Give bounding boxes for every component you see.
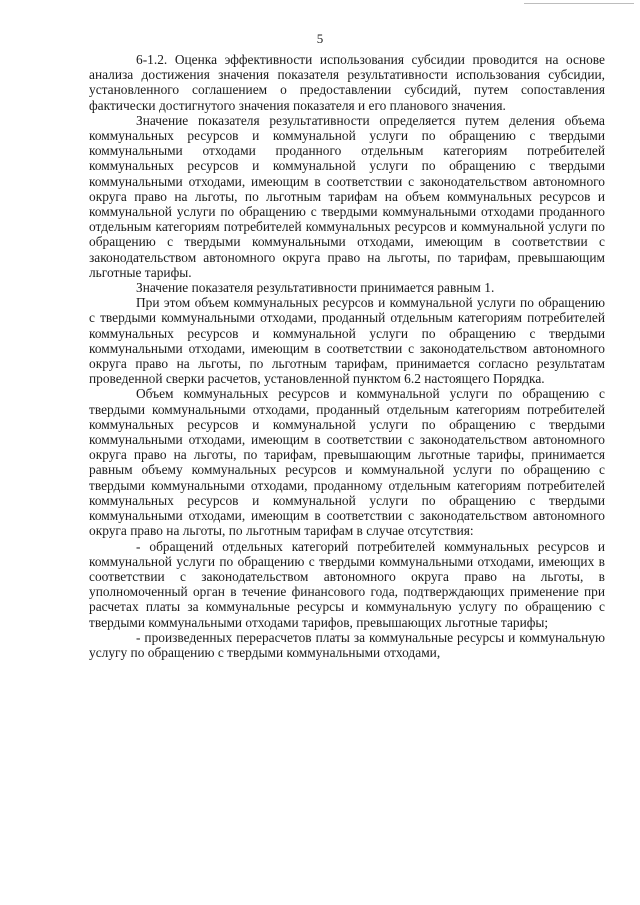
page-number: 5: [316, 31, 324, 46]
paragraph-volume-reconciliation: При этом объем коммунальных ресурсов и коммунальной услуги по обращению с твердыми коммунальными отходами, проданный отдельным категориям потребителей коммунальных ресурсов и коммунальной услуги по обращению с твердыми коммунальными отходами, имеющим в соответствии с законодательством автономного округа право на льготы, по льготным тарифам, принимается согласно результатам проведенной сверки расчетов, установленной пунктом 6.2 настоящего Порядка.: [89, 295, 605, 387]
paragraph-volume-equal: Объем коммунальных ресурсов и коммунальной услуги по обращению с твердыми коммунальными отходами, проданный отдельным категориям потребителей коммунальных ресурсов и коммунальной услуги по обращению с твердыми коммунальными отходами, имеющим в соответствии с законодательством автономного округа право на льготы, по тарифам, превышающим льготные тарифы, принимается равным объему коммунальных ресурсов и коммунальной услуги по обращению с твердыми коммунальными отходами, проданному отдельным категориям потребителей коммунальных ресурсов и коммунальной услуги по обращению с твердыми коммунальными отходами, имеющим в соответствии с законодательством автономного округа право на льготы, по льготным тарифам в случае отсутствия:: [89, 386, 605, 539]
list-item-requests: - обращений отдельных категорий потребителей коммунальных ресурсов и коммунальной услуги по обращению с твердыми коммунальными отходами, имеющих в соответствии с законодательством автономного округа право на льготы, в уполномоченный орган в течение финансового года, подтверждающих применение при расчетах платы за коммунальные ресурсы и коммунальную услугу по обращению с твердыми коммунальными отходами тарифов, превышающих льготные тарифы;: [89, 538, 605, 630]
list-item-recalculations: - произведенных перерасчетов платы за коммунальные ресурсы и коммунальную услугу по обращению с твердыми коммунальными отходами,: [89, 629, 605, 660]
paragraph-indicator-definition: Значение показателя результативности определяется путем деления объема коммунальных ресурсов и коммунальной услуги по обращению с твердыми коммунальными отходами проданного отдельным категориям потребителей коммунальных ресурсов и коммунальной услуги по обращению с твердыми коммунальными отходами, имеющим в соответствии с законодательством автономного округа право на льготы, по льготным тарифам на объем коммунальных ресурсов и коммунальной услуги по обращению с твердыми коммунальными отходами проданного отдельным категориям потребителей коммунальных ресурсов и коммунальной услуги по обращению с твердыми коммунальными отходами, имеющим в соответствии с законодательством автономного округа право на льготы, по тарифам, превышающим льготные тарифы.: [89, 112, 605, 280]
paragraph-6-1-2: 6-1.2. Оценка эффективности использования субсидии проводится на основе анализа достижения значения показателя результативности использования субсидии, установленного соглашением о предоставлении субсидий, путем сопоставления фактически достигнутого значения показателя и его планового значения.: [89, 52, 605, 113]
paragraph-indicator-value: Значение показателя результативности принимается равным 1.: [136, 280, 495, 296]
top-rule: [524, 3, 634, 4]
body-text: [89, 52, 605, 660]
